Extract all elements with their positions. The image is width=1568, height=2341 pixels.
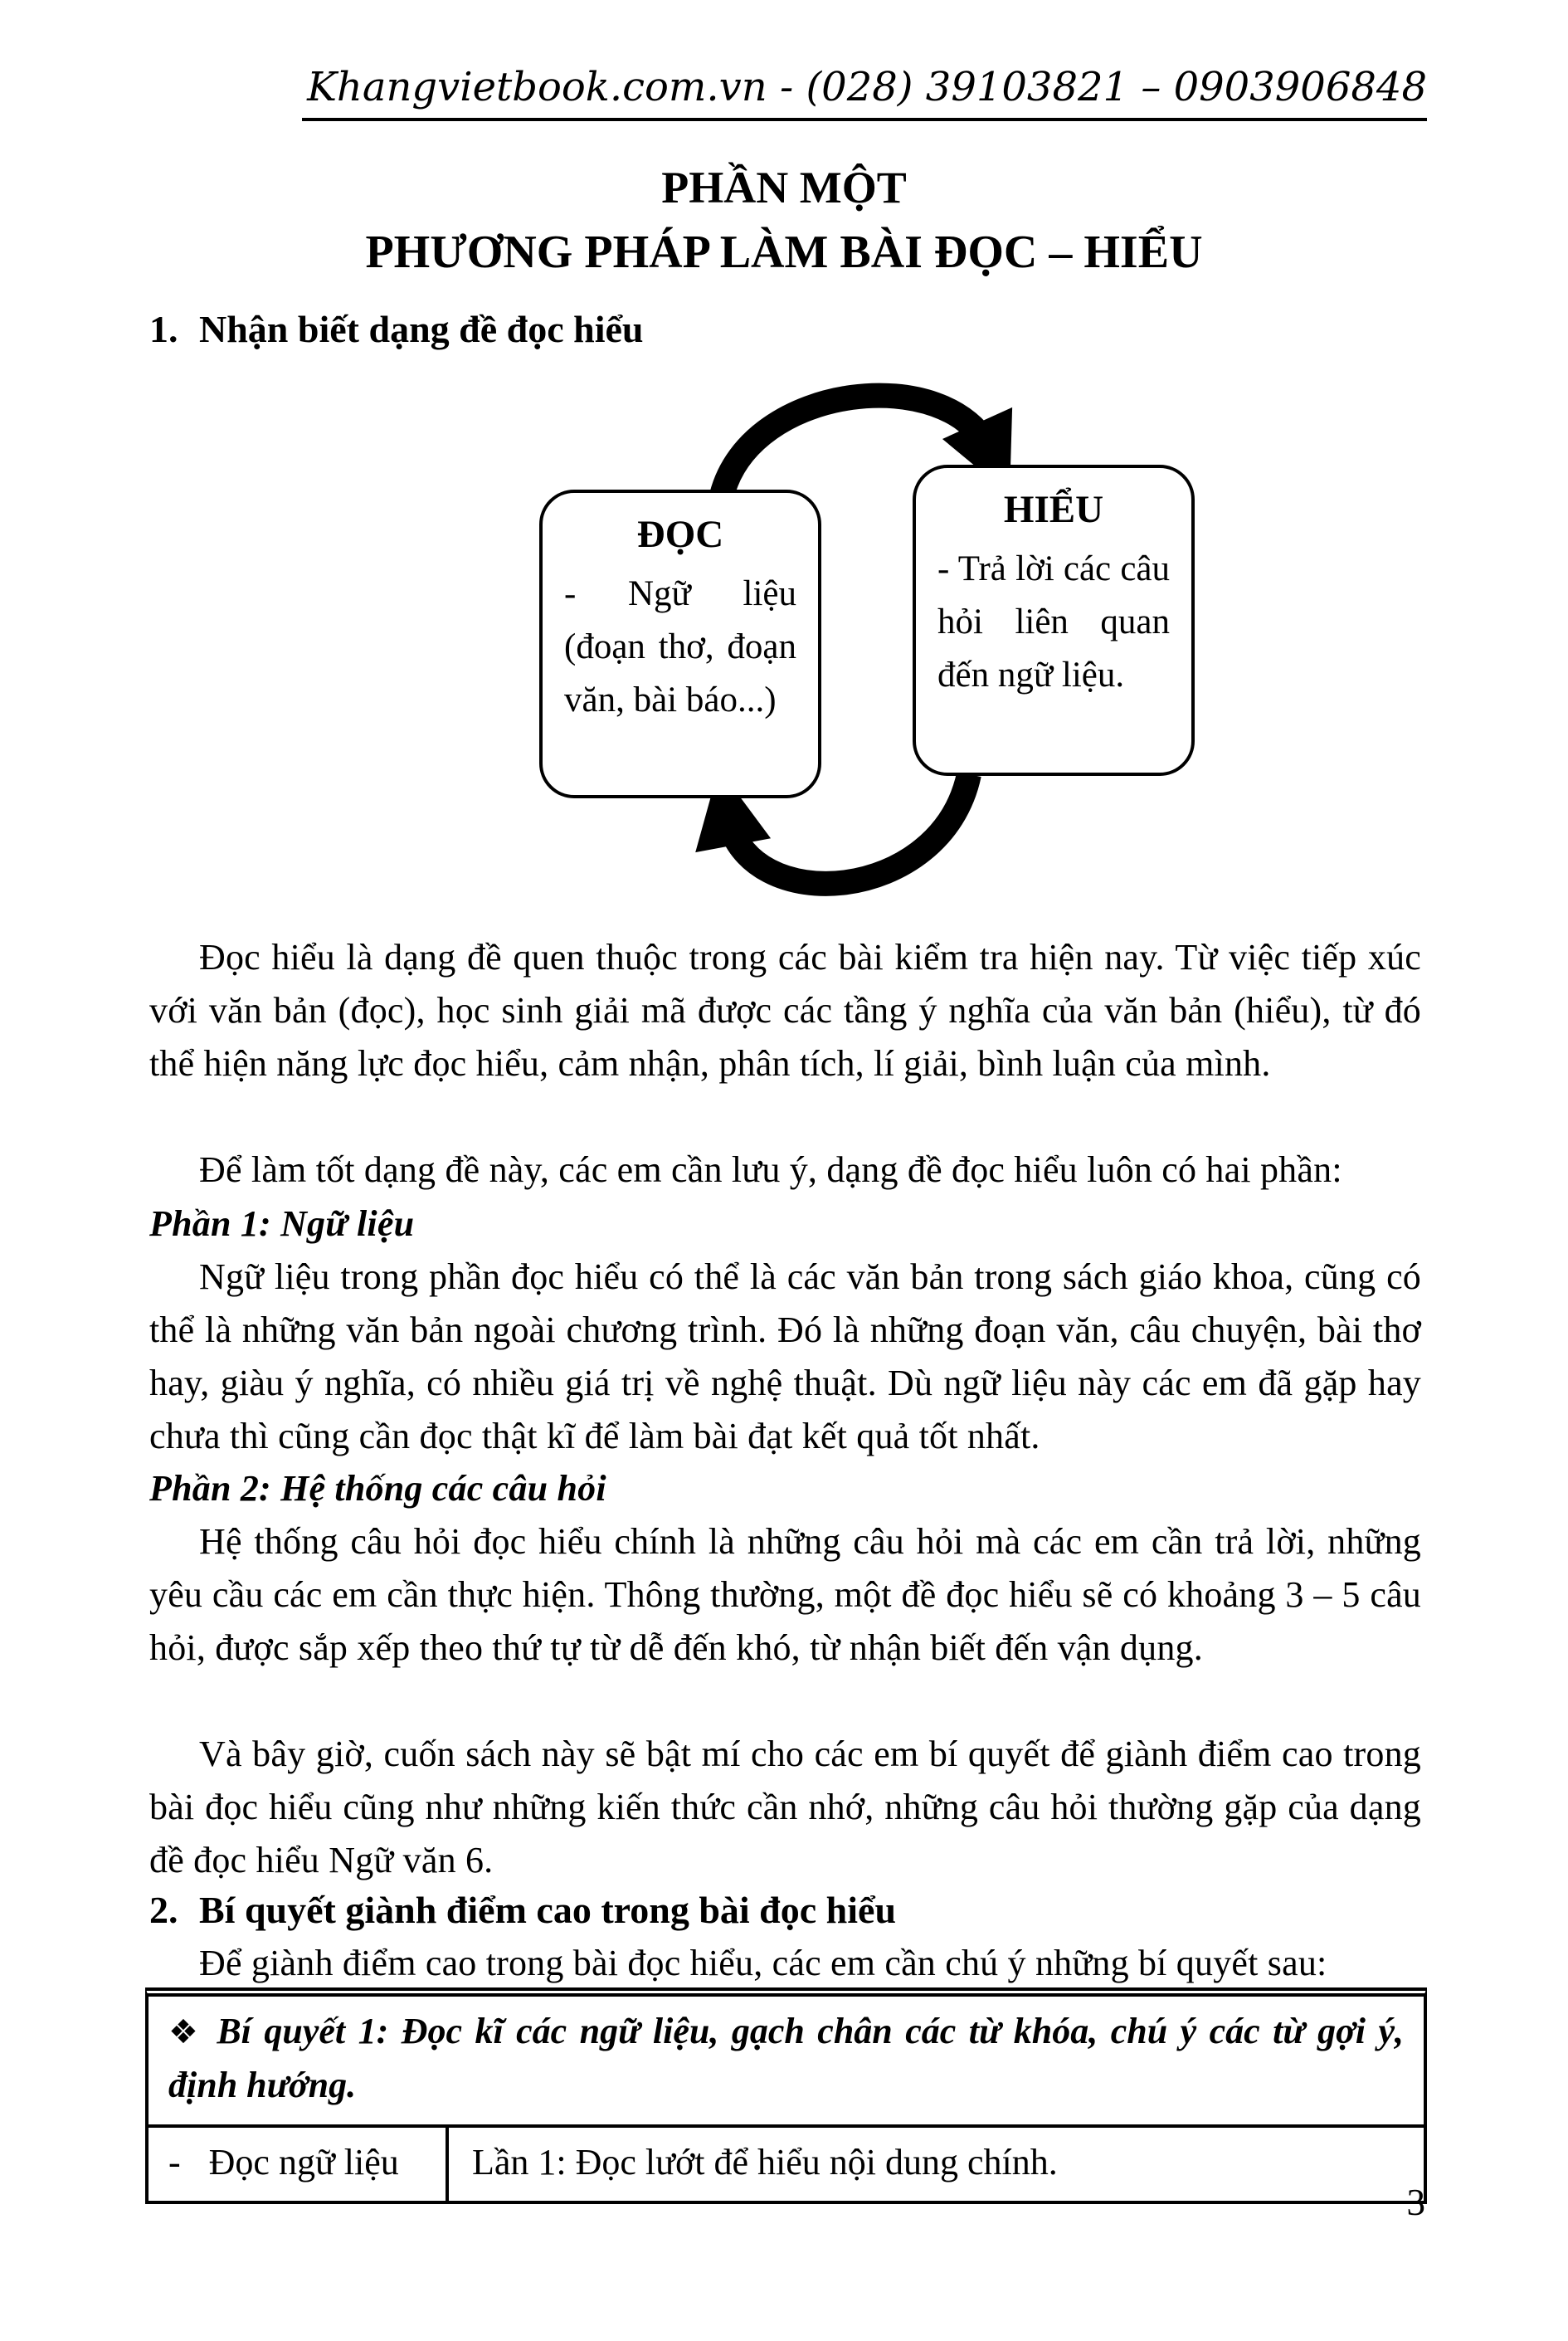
read-box <box>539 490 821 798</box>
section-1-number: 1. <box>149 308 178 350</box>
part-2-subheading: Phần 2: Hệ thống các câu hỏi <box>149 1468 606 1509</box>
part-1-subheading: Phần 1: Ngữ liệu <box>149 1203 415 1244</box>
part-title: PHẦN MỘT <box>661 163 907 212</box>
paragraph-intro: Đọc hiểu là dạng đề quen thuộc trong các bài kiểm tra hiện nay. Từ việc tiếp xúc với văn bản (đọc), học sinh giải mã được các tầng ý nghĩa của văn bản (hiểu), từ đó thể hiện năng lực đọc hiểu, cảm nhận, phân tích, lí giải, bình luận của mình. <box>149 937 1421 1084</box>
section-2-label: Bí quyết giành điểm cao trong bài đọc hiểu <box>199 1889 897 1931</box>
section-2-heading <box>149 1884 1421 1937</box>
paragraph-cau-hoi: Hệ thống câu hỏi đọc hiểu chính là những câu hỏi mà các em cần trả lời, những yêu cầu các em cần thực hiện. Thông thường, một đề đọc hiểu sẽ có khoảng 3 – 5 câu hỏi, được sắp xếp theo thứ tự từ dễ đến khó, từ nhận biết đến vận dụng. <box>149 1521 1421 1668</box>
part-subtitle: PHƯƠNG PHÁP LÀM BÀI ĐỌC – HIỂU <box>365 227 1203 278</box>
diamond-bullet-icon: ❖ <box>168 2013 202 2051</box>
understand-box-text: - Trả lời các câu hỏi liên quan đến ngữ liệu. <box>937 549 1170 695</box>
paragraph-tips-intro: Để giành điểm cao trong bài đọc hiểu, các em cần chú ý những bí quyết sau: <box>199 1943 1327 1983</box>
read-box-text: - Ngữ liệu (đoạn thơ, đoạn văn, bài báo...) <box>564 574 796 719</box>
page-number: 3 <box>1406 2182 1425 2223</box>
read-understand-cycle-diagram <box>465 369 1211 909</box>
tips-table <box>145 1987 1427 2204</box>
book-header <box>302 65 1427 121</box>
tip-detail-value-cell <box>449 2128 1424 2201</box>
tip-detail-label-cell <box>149 2128 449 2201</box>
section-1-heading <box>149 303 1421 356</box>
tip-1-row <box>149 1997 1424 2128</box>
book-header-text: Khangvietbook.com.vn - (028) 39103821 – 0903906848 <box>307 64 1427 110</box>
tip-1-text: Bí quyết 1: Đọc kĩ các ngữ liệu, gạch chân các từ khóa, chú ý các từ gợi ý, định hướng. <box>168 2011 1405 2105</box>
tip-detail-label: Đọc ngữ liệu <box>208 2142 399 2182</box>
tip-detail-value: Lần 1: Đọc lướt để hiểu nội dung chính. <box>472 2142 1058 2182</box>
section-2-number: 2. <box>149 1889 178 1931</box>
read-box-title: ĐỌC <box>636 513 724 556</box>
tip-1-detail-row <box>149 2128 1424 2201</box>
understand-box-title: HIỂU <box>1003 488 1104 531</box>
paragraph-ngu-lieu: Ngữ liệu trong phần đọc hiểu có thể là các văn bản trong sách giáo khoa, cũng có thể là những văn bản ngoài chương trình. Đó là những đoạn văn, câu chuyện, bài thơ hay, giàu ý nghĩa, có nhiều giá trị về nghệ thuật. Dù ngữ liệu này các em đã gặp hay chưa thì cũng cần đọc thật kĩ để làm bài đạt kết quả tốt nhất. <box>149 1256 1421 1456</box>
understand-box <box>913 465 1195 776</box>
dash-bullet: - <box>168 2142 181 2182</box>
section-1-label: Nhận biết dạng đề đọc hiểu <box>199 308 644 350</box>
paragraph-bat-mi: Và bây giờ, cuốn sách này sẽ bật mí cho các em bí quyết để giành điểm cao trong bài đọc hiểu cũng như những kiến thức cần nhớ, những câu hỏi thường gặp của dạng đề đọc hiểu Ngữ văn 6. <box>149 1734 1421 1880</box>
paragraph-note: Để làm tốt dạng đề này, các em cần lưu ý, dạng đề đọc hiểu luôn có hai phần: <box>199 1149 1342 1190</box>
